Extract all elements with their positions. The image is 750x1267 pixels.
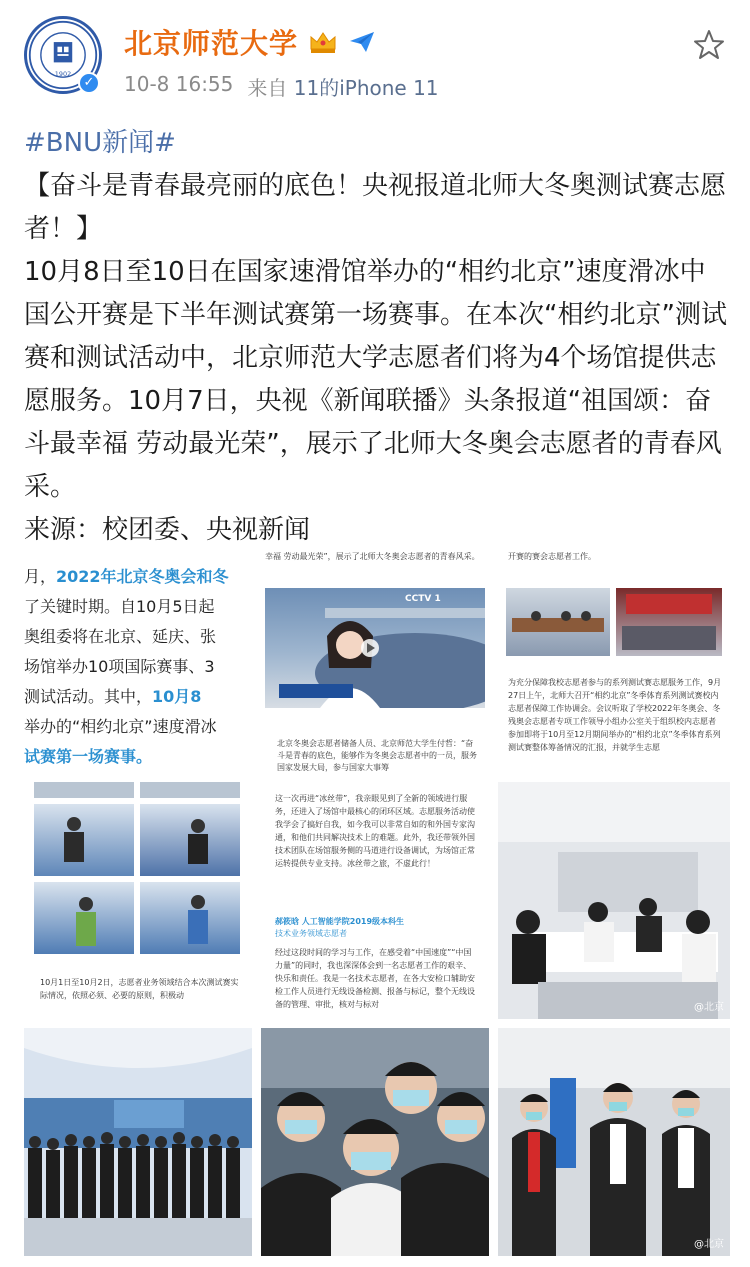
volunteer-name: 郝筱晗 人工智能学院2019级本科生	[275, 917, 405, 926]
image-volunteer-quotes[interactable]	[261, 782, 489, 1019]
image-volunteers-closeup[interactable]	[261, 1028, 489, 1256]
three-volunteers-scene	[498, 1028, 730, 1256]
meeting-photo-left	[506, 588, 610, 656]
image-group-photo[interactable]	[24, 1028, 252, 1256]
meeting-top-text: 开赛的赛会志愿者工作。	[508, 552, 596, 561]
post-content	[24, 122, 730, 552]
excerpt-highlight: 试赛第一场赛事。	[24, 747, 153, 766]
excerpt-text: 奥组委将在北京、延庆、张	[24, 627, 217, 646]
excerpt-text: 场馆举办10项国际赛事、3	[24, 657, 215, 676]
post-time: 10-8 16:55	[124, 72, 234, 96]
member-plane-icon	[348, 30, 376, 54]
verified-badge-icon: ✓	[78, 72, 100, 94]
collage-photo-1	[34, 804, 134, 876]
excerpt-highlight: 10月8	[152, 687, 202, 706]
collage-caption: 10月1日至10月2日，志愿者业务领域结合本次测试赛实际情况，依照必须、必要的原则，积极动	[40, 978, 239, 1000]
collage-photo-3	[34, 882, 134, 954]
post-meta	[124, 72, 439, 101]
image-meeting-article[interactable]	[498, 548, 730, 773]
excerpt-line	[24, 562, 229, 592]
image-workroom-photo[interactable]	[498, 782, 730, 1019]
image-photo-collage[interactable]	[24, 782, 252, 1019]
source-device[interactable]: 11的iPhone 11	[293, 76, 439, 100]
watermark: @北京	[694, 1002, 724, 1013]
meeting-photo-right	[616, 588, 722, 656]
excerpt-text: 测试活动。其中，	[24, 687, 153, 706]
cctv-caption: 北京冬奥会志愿者储备人员、北京师范大学生付哲：“奋斗是青春的底色，能够作为冬奥会志愿者中的一员，服务国家发展大局，参与国家大事筹	[277, 739, 477, 772]
group-arena-scene	[24, 1028, 252, 1256]
source-prefix: 来自	[247, 76, 288, 100]
image-cctv-report[interactable]	[261, 548, 489, 773]
volunteer-role: 技术业务领域志愿者	[275, 929, 347, 938]
excerpt-line	[24, 592, 229, 622]
quote-paragraph-2: 经过这段时间的学习与工作，在感受着“中国速度”“中国力量”的同时，我也深深体会到一名志愿者工作的艰辛、快乐和责任。我是一名技术志愿者，在各大安检口辅助安检工作人员进行无线设备检测、报备与标记，整个无线设备的管理、审批，核对与标对	[275, 948, 475, 1009]
volunteers-closeup-scene	[261, 1028, 489, 1256]
excerpt-text: 举办的“相约北京”速度滑冰	[24, 717, 217, 736]
article-top-text: 幸福 劳动最光荣”，展示了北师大冬奥会志愿者的青春风采。	[265, 552, 480, 561]
post-source-line: 来源：校团委、央视新闻	[24, 515, 311, 545]
cctv-frame-image	[265, 588, 485, 708]
post-header	[0, 0, 750, 112]
excerpt-text: 了关键时期。自10月5日起	[24, 597, 215, 616]
meeting-paragraph: 为充分保障我校志愿者参与的系列测试赛志愿服务工作，9月27日上午，北师大召开“相约北京”冬季体育系列测试赛校内志愿者保障工作协调会。会议听取了学校2022年冬奥会、冬残奥会志愿者专项工作领导小组办公室关于组织校内志愿者参加即将于10月至12月期间举办的“相约北京”冬季体育系列测试赛整体筹备情况的汇报，并就学生志愿	[508, 678, 722, 752]
excerpt-line	[24, 622, 229, 652]
excerpt-line	[24, 742, 229, 772]
quote-paragraph-1: 这一次再进“冰丝带”，我亲眼见到了全新的领域进行服务，还进入了场馆中最核心的闭环区域。志愿服务活动使我学会了搞好自我，如今我可以非常自如的和外国专家沟通，和他们共同解决技术上的难题。此外，我还带领外国技术团队在场馆服务侧的马道进行设备调试，为场馆正常运转提供专业支持。冰丝带之旅，不虚此行！	[275, 794, 475, 868]
post-body: 10月8日至10日在国家速滑馆举办的“相约北京”速度滑冰中国公开赛是下半年测试赛第一场赛事。在本次“相约北京”测试赛和测试活动中，北京师范大学志愿者们将为4个场馆提供志愿服务。10月7日，央视《新闻联播》头条报道“祖国颂：奋斗最幸福 劳动最光荣”，展示了北师大冬奥会志愿者的青春风采。	[24, 257, 727, 502]
image-grid	[24, 548, 730, 1256]
cctv-logo: CCTV 1	[405, 594, 441, 604]
collage-photo-2	[140, 804, 240, 876]
excerpt-text: 月，	[24, 567, 57, 586]
article-excerpt-text	[24, 562, 229, 772]
image-three-volunteers[interactable]	[498, 1028, 730, 1256]
username[interactable]: 北京师范大学	[124, 27, 299, 60]
excerpt-line	[24, 682, 229, 712]
favorite-star-icon[interactable]	[692, 28, 726, 62]
excerpt-line	[24, 712, 229, 742]
post-headline: 【奋斗是青春最亮丽的底色！央视报道北师大冬奥测试赛志愿者！】	[24, 171, 727, 244]
excerpt-highlight: 2022年北京冬奥会和冬	[56, 567, 229, 586]
hashtag-link[interactable]: #BNU新闻#	[24, 128, 176, 158]
crown-icon	[308, 29, 338, 55]
watermark: @北京	[694, 1239, 724, 1250]
collage-photo-4	[140, 882, 240, 954]
svg-text:1902: 1902	[54, 70, 72, 79]
excerpt-line	[24, 652, 229, 682]
workroom-scene	[498, 782, 730, 1019]
image-article-excerpt[interactable]	[24, 548, 252, 773]
